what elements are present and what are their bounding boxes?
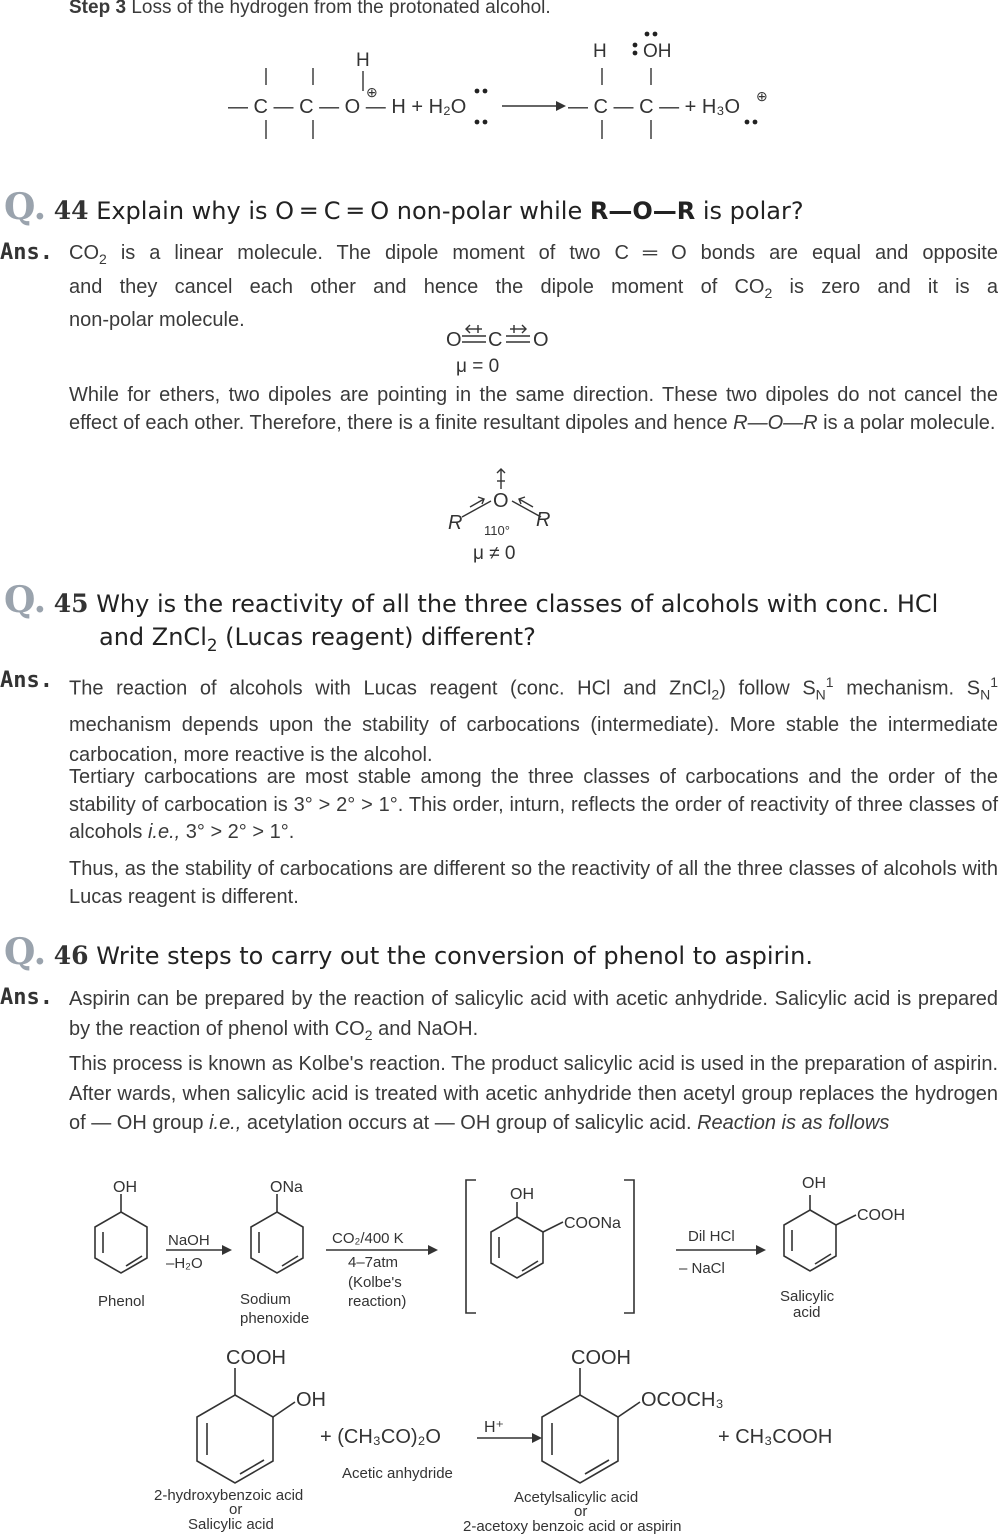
q45-q2a: and ZnCl xyxy=(99,623,207,651)
q45-heading-line2 xyxy=(99,623,536,655)
hba-ring xyxy=(197,1395,273,1483)
step3-label: Step 3 xyxy=(69,0,127,18)
product-chain: — C — C — + H₃O xyxy=(568,96,741,118)
oh-hba: OH xyxy=(296,1389,326,1411)
co2-structure: O xyxy=(446,329,462,351)
oh-salicylate: OH xyxy=(510,1186,534,1203)
q45-answer-p1: The reaction of alcohols with Lucas reagent (conc. HCl and ZnCl$_2$) follow $S_N^1$ mechanism. $S_N^1$ mechanism depends upon the stability of carbocations (intermediate). More stable the intermediate carbocation, more reactive is the alcohol. xyxy=(69,674,999,766)
naoh-label: NaOH xyxy=(168,1232,210,1249)
q45-number: 45 xyxy=(53,589,89,618)
q45-p2-end: 3° > 2° > 1°. xyxy=(180,821,295,843)
co2-text-2: CO xyxy=(734,275,765,298)
step3-line xyxy=(69,0,769,22)
q46-p1b: and NaOH. xyxy=(372,1018,479,1040)
mu-zero: μ = 0 xyxy=(456,356,500,377)
q45-p2-ie: i.e., xyxy=(147,821,181,843)
q44-p2-ital: R—O—R xyxy=(733,411,818,434)
plus-acetic-acid: + CH₃COOH xyxy=(718,1426,833,1448)
q45-q2c: (Lucas reagent) different? xyxy=(217,623,536,651)
q45-p1d: mechanism depends upon the stability of carbocations (intermediate). More stable the intermediate carbocation, more reactive is the alcohol. xyxy=(69,713,998,766)
q46-heading xyxy=(4,931,813,973)
q44-p1-line1: is a linear molecule. The dipole moment of two C ═ O bonds are equal and opposite xyxy=(120,242,998,264)
atm-condition: 4–7atm xyxy=(348,1254,399,1271)
q44-question-bold: R—O—R xyxy=(589,197,696,225)
q44-p2-end: is a polar molecule. xyxy=(817,411,996,434)
q44-p2-text: While for ethers, two dipoles are pointing in the same direction. These two dipoles do not cancel the effect of each other. Therefore, there is a finite resultant dipoles and hence xyxy=(69,384,998,434)
coona-label: COONa xyxy=(564,1215,621,1232)
q46-mark: Q. xyxy=(4,931,47,973)
q45-p2: Tertiary carbocations are most stable among the three classes of carbocations and the order of the stability of carbocation is 3° > 2° > 1°. This order, inturn, reflects the order of reactivity of three classes of alcohols xyxy=(69,766,998,843)
sodium-label: Sodium xyxy=(240,1291,291,1308)
co2-text: CO xyxy=(69,242,99,264)
minus-nacl-label: – NaCl xyxy=(679,1260,725,1277)
q46-ans-label: Ans. xyxy=(0,985,53,1010)
phenol-label: Phenol xyxy=(98,1293,145,1310)
q45-mark: Q. xyxy=(4,579,47,621)
hydronium-plus: ⊕ xyxy=(756,88,768,104)
aspirin-ring xyxy=(542,1395,618,1483)
q45-q2b: 2 xyxy=(206,634,218,655)
oh-salicylic: OH xyxy=(802,1175,826,1192)
salicylic-label: Salicylic xyxy=(780,1288,835,1305)
svg-text:C: C xyxy=(488,329,503,351)
kolbe-label-1: (Kolbe's xyxy=(348,1274,402,1291)
q46-p2-ie: i.e., xyxy=(209,1112,242,1134)
kolbe-label-2: reaction) xyxy=(348,1293,407,1310)
or-label-2: or xyxy=(574,1503,588,1520)
q45-answer-p3: Thus, as the stability of carbocations are different so the reactivity of all the three classes of alcohols with Lucas reagent is different. xyxy=(69,858,998,908)
h-label: H xyxy=(356,50,370,71)
oh-1: OH xyxy=(113,1179,137,1196)
q44-question-pre: Explain why is O ═ C ═ O non-polar while xyxy=(96,197,590,225)
acetylation-scheme xyxy=(140,1340,880,1536)
h-label-product: H xyxy=(593,41,607,62)
kolbe-reaction-scheme xyxy=(80,1170,980,1335)
mu-nonzero: μ ≠ 0 xyxy=(473,543,516,564)
co2-dipole-diagram xyxy=(440,320,560,380)
q45-p1b: ) follow S xyxy=(719,677,816,700)
minus-h2o-label: –H₂O xyxy=(166,1255,203,1272)
oxonium-plus: ⊕ xyxy=(366,84,378,100)
q44-question-post: is polar? xyxy=(695,197,804,225)
hba-label: 2-hydroxybenzoic acid xyxy=(154,1487,304,1504)
svg-text:O: O xyxy=(493,490,509,512)
aspirin-label: 2-acetoxy benzoic acid or aspirin xyxy=(463,1518,682,1535)
svg-text:R: R xyxy=(536,509,551,531)
acid-label: acid xyxy=(793,1304,821,1321)
cooh-aspirin: COOH xyxy=(571,1347,631,1369)
q44-p1-line2a: and they cancel each other and hence the dipole moment of xyxy=(69,275,718,298)
salicylic-acid-label: Salicylic acid xyxy=(188,1516,274,1533)
q46-number: 46 xyxy=(53,941,89,970)
reactant-chain: — C — C — O — H + H₂O xyxy=(228,96,467,118)
q46-answer-p1: Aspirin can be prepared by the reaction of salicylic acid with acetic anhydride. Salicylic acid is prepared by the reaction of phenol with $CO_2$ and NaOH. xyxy=(69,988,998,1043)
q46-answer-p2 xyxy=(69,1050,998,1139)
co2-sub-2: 2 xyxy=(764,284,773,301)
q45-answer-p2 xyxy=(69,764,998,847)
q45-p1a: The reaction of alcohols with Lucas reagent (conc. HCl and ZnCl xyxy=(69,677,712,700)
q45-heading xyxy=(4,579,938,621)
q46-p1a: Aspirin can be prepared by the reaction of salicylic acid with acetic anhydride. Salicylic acid is prepared by the reaction of phenol with CO xyxy=(69,988,998,1040)
step3-text: Loss of the hydrogen from the protonated alcohol. xyxy=(131,0,551,18)
q44-number: 44 xyxy=(53,196,89,225)
q44-p1-line3: non-polar molecule. xyxy=(69,309,245,331)
co2-condition: CO₂/400 K xyxy=(332,1230,404,1247)
q45-question-line1: Why is the reactivity of all the three classes of alcohols with conc. HCl xyxy=(96,590,939,618)
q46-p2b: acetylation occurs at — OH group of salicylic acid. xyxy=(241,1112,698,1134)
q45-p1c: mechanism. xyxy=(833,677,955,700)
dil-hcl-label: Dil HCl xyxy=(688,1228,735,1245)
phenoxide-label: phenoxide xyxy=(240,1310,310,1327)
q44-ans-label: Ans. xyxy=(0,240,53,265)
asa-label: Acetylsalicylic acid xyxy=(514,1489,639,1506)
acetic-anhydride-label: Acetic anhydride xyxy=(342,1465,453,1482)
ether-dipole-diagram xyxy=(440,463,570,568)
bond-angle: 110° xyxy=(484,523,510,538)
or-label-1: or xyxy=(229,1501,243,1518)
q46-question: Write steps to carry out the conversion of phenol to aspirin. xyxy=(96,942,813,970)
svg-text:R: R xyxy=(448,512,463,534)
hplus-label: H⁺ xyxy=(484,1419,504,1436)
ona-label: ONa xyxy=(270,1179,303,1196)
co2-sub: 2 xyxy=(99,251,107,267)
q44-answer-p2 xyxy=(69,382,998,437)
q44-heading xyxy=(4,186,804,228)
cooh-salicylic: COOH xyxy=(857,1207,905,1224)
q44-mark: Q. xyxy=(4,186,47,228)
oh-label-product: OH xyxy=(643,41,672,62)
q46-p2a: This process is known as Kolbe's reaction. The product salicylic acid is used in the preparation of aspirin. After wards, when salicylic acid is treated with acetic anhydride then acetyl group replaces the hydrogen of — OH group xyxy=(69,1053,998,1134)
plus-anhydride: + (CH₃CO)₂O xyxy=(320,1426,441,1448)
q45-ans-label: Ans. xyxy=(0,668,53,693)
step3-mechanism-diagram xyxy=(220,25,790,155)
q44-p1-line2b: is zero and it is a xyxy=(789,275,998,298)
cooh-hba: COOH xyxy=(226,1347,286,1369)
ococh3-label: OCOCH₃ xyxy=(641,1389,724,1411)
q46-p2-ital: Reaction is as follows xyxy=(697,1112,890,1134)
svg-text:O: O xyxy=(533,329,549,351)
